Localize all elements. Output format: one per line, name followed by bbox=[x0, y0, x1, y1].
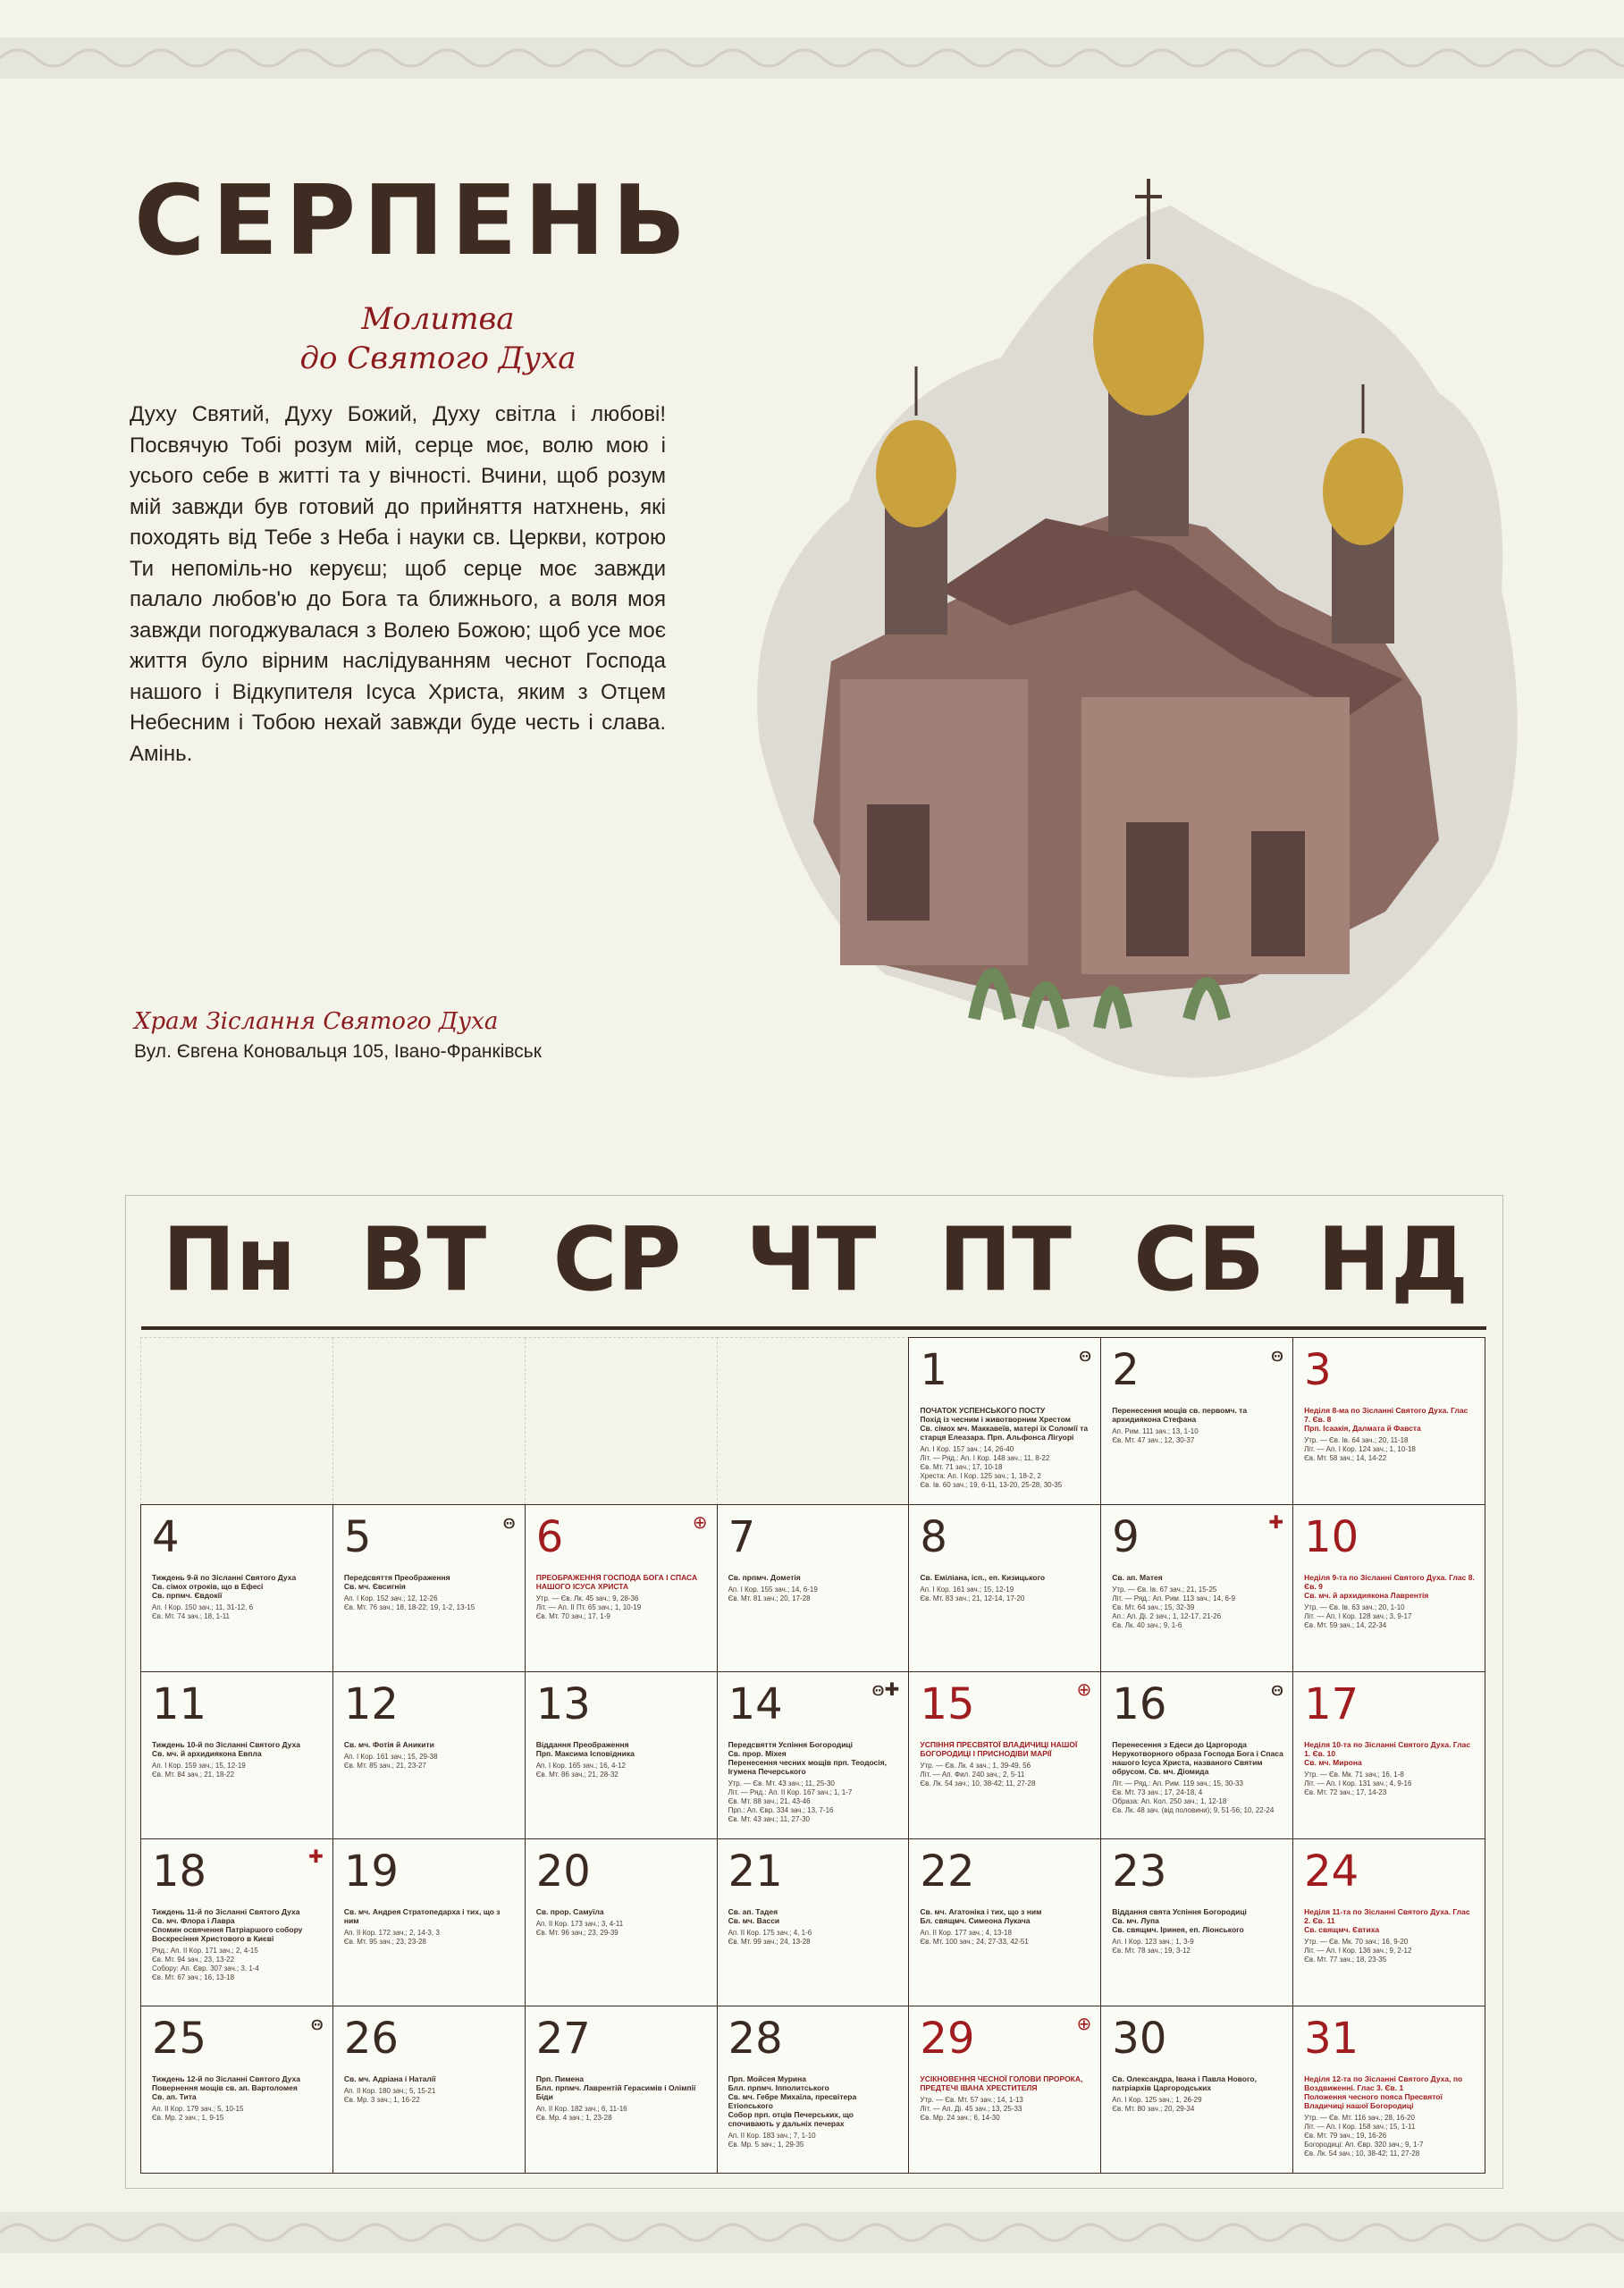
feast-text: Св. мч. Фотія й Аникити bbox=[343, 1740, 434, 1749]
readings-text: Ап. ІІ Кор. 183 зач.; 7, 1-10 Єв. Мр. 5 зач.; 1, 29-35 bbox=[728, 2132, 816, 2149]
day-cell-2 bbox=[1100, 1337, 1293, 1505]
day-cell-28 bbox=[717, 2006, 910, 2174]
day-number: 21 bbox=[728, 1846, 783, 1897]
day-number: 26 bbox=[343, 2014, 399, 2064]
readings-text: Ап. І Кор. 123 зач.; 1, 3-9 Єв. Мт. 78 зач.; 19, 3-12 bbox=[1112, 1938, 1194, 1955]
day-cell-30 bbox=[1100, 2006, 1293, 2174]
day-number: 9 bbox=[1112, 1512, 1140, 1562]
feast-text: Св. мч. Адріана і Наталії bbox=[343, 2074, 436, 2083]
day-cell-15 bbox=[908, 1671, 1101, 1839]
weekday-header bbox=[132, 1207, 1491, 1314]
readings-text: Ап. І Кор. 161 зач.; 15, 29-38 Єв. Мт. 85 зач.; 21, 23-27 bbox=[343, 1753, 438, 1770]
day-number: 10 bbox=[1304, 1512, 1359, 1562]
day-cell-17 bbox=[1292, 1671, 1485, 1839]
day-cell-25 bbox=[140, 2006, 333, 2174]
day-cell-3 bbox=[1292, 1337, 1485, 1505]
readings-text: Утр. — Єв. Мт. 116 зач.; 28, 16-20 Літ. — Ап. І Кор. 158 зач.; 15, 1-11 Єв. Мт. 79 зач.; 19, 16-26 Богородиці: Ап. Євр. 320 зач.; 9, 1-7 Єв. Лк. 54 зач.; 10, 38-42; 11, 27-28 bbox=[1304, 2114, 1424, 2158]
day-number: 1 bbox=[920, 1345, 947, 1395]
day-number: 24 bbox=[1304, 1846, 1359, 1897]
readings-text: Ап. І Кор. 155 зач.; 14, 6-19 Єв. Мт. 81 зач.; 20, 17-28 bbox=[728, 1586, 818, 1602]
day-number: 19 bbox=[343, 1846, 399, 1897]
readings-text: Ап. ІІ Кор. 173 зач.; 3, 4-11 Єв. Мт. 96 зач.; 23, 29-39 bbox=[535, 1920, 624, 1937]
day-number: 8 bbox=[920, 1512, 947, 1562]
bottom-ornament-border bbox=[0, 2212, 1624, 2253]
feast-text: Неділя 11-та по Зісланні Святого Духа. Глас 2. Єв. 11 Св. свящмч. Євтиха bbox=[1304, 1907, 1470, 1934]
feast-text: Тиждень 9-й по Зісланні Святого Духа Св. сімох отроків, що в Ефесі Св. прпмч. Євдокії bbox=[152, 1573, 297, 1600]
day-number: 2 bbox=[1112, 1345, 1140, 1395]
month-title: СЕРПЕНЬ bbox=[134, 165, 694, 277]
day-cell-10 bbox=[1292, 1504, 1485, 1672]
feast-text: УСПІННЯ ПРЕСВЯТОЇ ВЛАДИЧИЦІ НАШОЇ БОГОРОДИЦІ І ПРИСНОДІВИ МАРІЇ bbox=[920, 1740, 1078, 1758]
day-cell-27 bbox=[525, 2006, 718, 2174]
day-number: 11 bbox=[152, 1679, 207, 1729]
feast-text: ПРЕОБРАЖЕННЯ ГОСПОДА БОГА І СПАСА НАШОГО ІСУСА ХРИСТА bbox=[535, 1573, 698, 1591]
day-cell-24 bbox=[1292, 1838, 1485, 2006]
prayer-title bbox=[170, 299, 706, 378]
readings-text: Ап. І Кор. 165 зач.; 16, 4-12 Єв. Мт. 86 зач.; 21, 28-32 bbox=[535, 1762, 626, 1779]
day-number: 28 bbox=[728, 2014, 783, 2064]
feast-text: Тиждень 10-й по Зісланні Святого Духа Св. мч. й архидиякона Евпла bbox=[152, 1740, 300, 1758]
day-number: 7 bbox=[728, 1512, 756, 1562]
day-cell-9 bbox=[1100, 1504, 1293, 1672]
church-address: Вул. Євгена Коновальця 105, Івано-Франківськ bbox=[134, 1041, 542, 1062]
feast-text: Прп. Мойсея Мурина Блл. прпмч. Іпполитського Св. мч. Гебре Михаїла, пресвітера Етіопського Собор прп. отців Печерських, що спочивають у дальніх печерах bbox=[728, 2074, 857, 2128]
fast-icon: ꙫ bbox=[1079, 1344, 1092, 1366]
feast-text: Тиждень 11-й по Зісланні Святого Духа Св. мч. Флора і Лавра Спомин освячення Патріаршого собору Воскресіння Христового в Києві bbox=[152, 1907, 303, 1943]
readings-text: Утр. — Єв. Мк. 70 зач.; 16, 9-20 Літ. — Ап. І Кор. 136 зач.; 9, 2-12 Єв. Мт. 77 зач.; 18, 23-35 bbox=[1304, 1938, 1412, 1964]
weekday-fri: ПТ bbox=[938, 1209, 1072, 1311]
top-ornament-border bbox=[0, 38, 1624, 79]
day-number: 31 bbox=[1304, 2014, 1359, 2064]
readings-text: Ап. ІІ Кор. 182 зач.; 6, 11-16 Єв. Мр. 4 зач.; 1, 23-28 bbox=[535, 2105, 627, 2122]
prayer-title-line2: до Святого Духа bbox=[299, 341, 576, 376]
feast-text: Св. мч. Андрея Стратопедарха і тих, що з ним bbox=[343, 1907, 501, 1925]
readings-text: Ап. ІІ Кор. 180 зач.; 5, 15-21 Єв. Мр. 3 зач.; 1, 16-22 bbox=[343, 2087, 436, 2104]
day-number: 25 bbox=[152, 2014, 207, 2064]
feast-cross-icon: ⊕ bbox=[1076, 1678, 1092, 1700]
fast-icon: ꙫ bbox=[310, 2013, 324, 2034]
feast-text: УСІКНОВЕННЯ ЧЕСНОЇ ГОЛОВИ ПРОРОКА, ПРЕДТЕЧІ ІВАНА ХРЕСТИТЕЛЯ bbox=[920, 2074, 1083, 2092]
feast-text: Св. ап. Тадея Св. мч. Васси bbox=[728, 1907, 780, 1925]
weekday-sat: СБ bbox=[1133, 1209, 1265, 1311]
day-number: 27 bbox=[535, 2014, 591, 2064]
readings-text: Утр. — Єв. Мт. 57 зач.; 14, 1-13 Літ. — Ап. Ді. 45 зач.; 13, 25-33 Єв. Мр. 24 зач.; 6, 14-30 bbox=[920, 2096, 1023, 2122]
empty-day-cell bbox=[717, 1337, 910, 1505]
day-cell-21 bbox=[717, 1838, 910, 2006]
day-cell-5 bbox=[332, 1504, 526, 1672]
weekday-wed: СР bbox=[552, 1209, 682, 1311]
feast-text: Св. Еміліана, ісп., еп. Кизицького bbox=[920, 1573, 1046, 1582]
day-cell-1 bbox=[908, 1337, 1101, 1505]
day-number: 6 bbox=[535, 1512, 564, 1562]
feast-cross-icon: ⊕ bbox=[692, 1511, 708, 1533]
feast-text: Тиждень 12-й по Зісланні Святого Духа Повернення мощів св. ап. Вартоломея Св. ап. Тита bbox=[152, 2074, 300, 2101]
feast-text: Св. ап. Матея bbox=[1112, 1573, 1163, 1582]
calendar-grid bbox=[141, 1338, 1485, 2174]
cross-icon: ✚ bbox=[1268, 1511, 1284, 1533]
empty-day-cell bbox=[140, 1337, 333, 1505]
readings-text: Утр. — Єв. Лк. 4 зач.; 1, 39-49, 56 Літ. — Ап. Фил. 240 зач.; 2, 5-11 Єв. Лк. 54 зач.; 10, 38-42; 11, 27-28 bbox=[920, 1762, 1036, 1788]
feast-text: Неділя 10-та по Зісланні Святого Духа. Глас 1. Єв. 10 Св. мч. Мирона bbox=[1304, 1740, 1471, 1767]
feast-text: Перенесення мощів св. первомч. та архидиякона Стефана bbox=[1112, 1406, 1248, 1424]
empty-day-cell bbox=[332, 1337, 526, 1505]
day-number: 3 bbox=[1304, 1345, 1332, 1395]
church-name: Храм Зіслання Святого Духа bbox=[134, 1008, 499, 1035]
day-cell-16 bbox=[1100, 1671, 1293, 1839]
feast-text: Неділя 12-та по Зісланні Святого Духа, по Воздвиженні. Глас 3. Єв. 1 Положення чесного пояса Пресвятої Владичиці нашої Богородиці bbox=[1304, 2074, 1463, 2110]
day-cell-31 bbox=[1292, 2006, 1485, 2174]
fast-icon: ꙫ bbox=[1270, 1344, 1284, 1366]
readings-text: Ап. І Кор. 161 зач.; 15, 12-19 Єв. Мт. 83 зач.; 21, 12-14, 17-20 bbox=[920, 1586, 1025, 1602]
day-cell-23 bbox=[1100, 1838, 1293, 2006]
weekday-sun: НД bbox=[1317, 1209, 1469, 1311]
feast-text: Передсвяття Преображення Св. мч. Євсигнія bbox=[343, 1573, 450, 1591]
readings-text: Ап. І Кор. 150 зач.; 11, 31-12, 6 Єв. Мт. 74 зач.; 18, 1-11 bbox=[152, 1603, 254, 1620]
feast-text: Св. прпмч. Дометія bbox=[728, 1573, 801, 1582]
cross-icon: ✚ bbox=[308, 1846, 324, 1867]
day-cell-22 bbox=[908, 1838, 1101, 2006]
day-number: 17 bbox=[1304, 1679, 1359, 1729]
readings-text: Літ. — Ряд.: Ап. Рим. 119 зач.; 15, 30-33 Єв. Мт. 73 зач.; 17, 24-18, 4 Образа: Ап. Кол. 250 зач.; 1, 12-18 Єв. Лк. 48 зач. (від половини); 9, 51-56; 10, 22-24 bbox=[1112, 1779, 1275, 1814]
readings-text: Ап. І Кор. 157 зач.; 14, 26-40 Літ. — Ряд.: Ап. І Кор. 148 зач.; 11, 8-22 Єв. Мт. 71 зач.; 17, 10-18 Хреста: Ап. І Кор. 125 зач.; 1, 18-2, 2 Єв. Ів. 60 зач.; 19, 6-11, 13-20, 25-28, 30-35 bbox=[920, 1445, 1063, 1489]
day-cell-12 bbox=[332, 1671, 526, 1839]
readings-text: Ап. ІІ Кор. 172 зач.; 2, 14-3, 3 Єв. Мт. 95 зач.; 23, 23-28 bbox=[343, 1929, 440, 1946]
day-number: 12 bbox=[343, 1679, 399, 1729]
feast-text: Неділя 9-та по Зісланні Святого Духа. Глас 8. Єв. 9 Св. мч. й архидиякона Лаврентія bbox=[1304, 1573, 1475, 1600]
day-cell-14 bbox=[717, 1671, 910, 1839]
feast-text: Св. мч. Агатоніка і тих, що з ним Бл. свящмч. Симеона Лукача bbox=[920, 1907, 1042, 1925]
readings-text: Утр. — Єв. Ів. 67 зач.; 21, 15-25 Літ. — Ряд.: Ап. Рим. 113 зач.; 14, 6-9 Єв. Мт. 64 зач.; 15, 32-39 Ап.: Ап. Ді. 2 зач.; 1, 12-17, 21-26 Єв. Лк. 40 зач.; 9, 1-6 bbox=[1112, 1586, 1236, 1629]
day-number: 4 bbox=[152, 1512, 180, 1562]
day-cell-26 bbox=[332, 2006, 526, 2174]
day-cell-11 bbox=[140, 1671, 333, 1839]
feast-cross-icon: ⊕ bbox=[1076, 2013, 1092, 2034]
day-cell-13 bbox=[525, 1671, 718, 1839]
day-number: 13 bbox=[535, 1679, 591, 1729]
readings-text: Ап. ІІ Кор. 177 зач.; 4, 13-18 Єв. Мт. 100 зач.; 24, 27-33, 42-51 bbox=[920, 1929, 1029, 1946]
header-divider bbox=[141, 1326, 1486, 1330]
readings-text: Ап. ІІ Кор. 175 зач.; 4, 1-6 Єв. Мт. 99 зач.; 24, 13-28 bbox=[728, 1929, 812, 1946]
prayer-text: Духу Святий, Духу Божий, Духу світла і любові! Посвячую Тобі розум мій, серце моє, волю мою і усього себе в житті та у вічності. Вчини, щоб розум мій завжди був готовий до прийняття натхнень, які походять від Тебе з Неба і науки св. Церкви, котрою Ти непоміль-но керуєш; щоб серце моє завжди палало любов'ю до Бога та ближнього, а воля моя завжди погоджувалася з Волею Божою; щоб усе моє життя було вірним наслідуванням чеснот Господа нашого і Відкупителя Ісуса Христа, яким з Отцем Небесним і Тобою нехай завжди буде честь і слава. Амінь. bbox=[130, 402, 666, 766]
weekday-thu: ЧТ bbox=[745, 1209, 877, 1311]
day-cell-6 bbox=[525, 1504, 718, 1672]
readings-text: Ап. І Кор. 159 зач.; 15, 12-19 Єв. Мт. 84 зач.; 21, 18-22 bbox=[152, 1762, 246, 1779]
day-cell-7 bbox=[717, 1504, 910, 1672]
readings-text: Ап. ІІ Кор. 179 зач.; 5, 10-15 Єв. Мр. 2 зач.; 1, 9-15 bbox=[152, 2105, 244, 2122]
feast-text: Передсвяття Успіння Богородиці Св. прор. Міхея Перенесення чесних мощів прп. Теодосія, Ігумена Печерського bbox=[728, 1740, 887, 1776]
church-watercolor-painting bbox=[706, 125, 1555, 1135]
day-number: 15 bbox=[920, 1679, 975, 1729]
fast-cross-icon: ꙫ✚ bbox=[871, 1678, 900, 1700]
day-cell-20 bbox=[525, 1838, 718, 2006]
feast-text: ПОЧАТОК УСПЕНСЬКОГО ПОСТУ Похід із чесним і животворним Хрестом Св. сімох мч. Маккавеїв, матері їх Соломії та старця Елеазара. Прп. Альфонса Лігуорі bbox=[920, 1406, 1089, 1442]
readings-text: Утр. — Єв. Мк. 71 зач.; 16, 1-8 Літ. — Ап. І Кор. 131 зач.; 4, 9-16 Єв. Мт. 72 зач.; 17, 14-23 bbox=[1304, 1771, 1412, 1796]
prayer-title-line1: Молитва bbox=[361, 301, 515, 337]
day-number: 23 bbox=[1112, 1846, 1167, 1897]
fast-icon: ꙫ bbox=[502, 1511, 516, 1533]
feast-text: Віддання свята Успіння Богородиці Св. мч. Лупа Св. свящмч. Іринея, еп. Ліонського bbox=[1112, 1907, 1247, 1934]
feast-text: Прп. Пимена Блл. прпмч. Лаврентій Герасимів і Олімпії Біди bbox=[535, 2074, 696, 2101]
day-number: 14 bbox=[728, 1679, 783, 1729]
day-number: 30 bbox=[1112, 2014, 1167, 2064]
weekday-tue: ВТ bbox=[359, 1209, 487, 1311]
weekday-mon: Пн bbox=[162, 1209, 297, 1311]
readings-text: Ап. Рим. 111 зач.; 13, 1-10 Єв. Мт. 47 зач.; 12, 30-37 bbox=[1112, 1427, 1199, 1444]
day-cell-19 bbox=[332, 1838, 526, 2006]
empty-day-cell bbox=[525, 1337, 718, 1505]
day-number: 18 bbox=[152, 1846, 207, 1897]
day-number: 20 bbox=[535, 1846, 591, 1897]
feast-text: Св. прор. Самуїла bbox=[535, 1907, 604, 1916]
readings-text: Ряд.: Ап. ІІ Кор. 171 зач.; 2, 4-15 Єв. Мт. 94 зач.; 23, 13-22 Собору: Ап. Євр. 307 зач.; 3, 1-4 Єв. Мт. 67 зач.; 16, 13-18 bbox=[152, 1947, 259, 1981]
feast-text: Св. Олександра, Івана і Павла Нового, патріархів Царгородських bbox=[1112, 2074, 1257, 2092]
readings-text: Утр. — Єв. Мт. 43 зач.; 11, 25-30 Літ. — Ряд.: Ап. ІІ Кор. 167 зач.; 1, 1-7 Єв. Мт. 88 зач.; 21, 43-46 Прп.: Ап. Євр. 334 зач.; 13, 7-16 Єв. Мт. 43 зач.; 11, 27-30 bbox=[728, 1779, 853, 1823]
day-number: 22 bbox=[920, 1846, 975, 1897]
readings-text: Утр. — Єв. Ів. 63 зач.; 20, 1-10 Літ. — Ап. І Кор. 128 зач.; 3, 9-17 Єв. Мт. 59 зач.; 14, 22-34 bbox=[1304, 1603, 1412, 1629]
day-cell-18 bbox=[140, 1838, 333, 2006]
day-cell-4 bbox=[140, 1504, 333, 1672]
readings-text: Утр. — Єв. Ів. 64 зач.; 20, 11-18 Літ. — Ап. І Кор. 124 зач.; 1, 10-18 Єв. Мт. 58 зач.; 14, 14-22 bbox=[1304, 1436, 1416, 1462]
fast-icon: ꙫ bbox=[1270, 1678, 1284, 1700]
day-number: 16 bbox=[1112, 1679, 1167, 1729]
readings-text: Ап. І Кор. 152 зач.; 12, 12-26 Єв. Мт. 76 зач.; 18, 18-22; 19, 1-2, 13-15 bbox=[343, 1594, 475, 1611]
feast-text: Неділя 8-ма по Зісланні Святого Духа. Глас 7. Єв. 8 Прп. Ісаакія, Далмата й Фавста bbox=[1304, 1406, 1468, 1433]
feast-text: Перенесення з Едеси до Царгорода Нерукотворного образа Господа Бога і Спаса нашого Ісуса Христа, названого Святим обрусом. Св. мч. Діомида bbox=[1112, 1740, 1283, 1776]
readings-text: Утр. — Єв. Лк. 45 зач.; 9, 28-36 Літ. — Ап. ІІ Пт. 65 зач.; 1, 10-19 Єв. Мт. 70 зач.; 17, 1-9 bbox=[535, 1594, 642, 1620]
day-cell-8 bbox=[908, 1504, 1101, 1672]
readings-text: Ап. І Кор. 125 зач.; 1, 26-29 Єв. Мт. 80 зач.; 20, 29-34 bbox=[1112, 2096, 1202, 2113]
feast-text: Віддання Преображення Прп. Максима Ісповідника bbox=[535, 1740, 635, 1758]
day-number: 5 bbox=[343, 1512, 372, 1562]
day-cell-29 bbox=[908, 2006, 1101, 2174]
day-number: 29 bbox=[920, 2014, 975, 2064]
